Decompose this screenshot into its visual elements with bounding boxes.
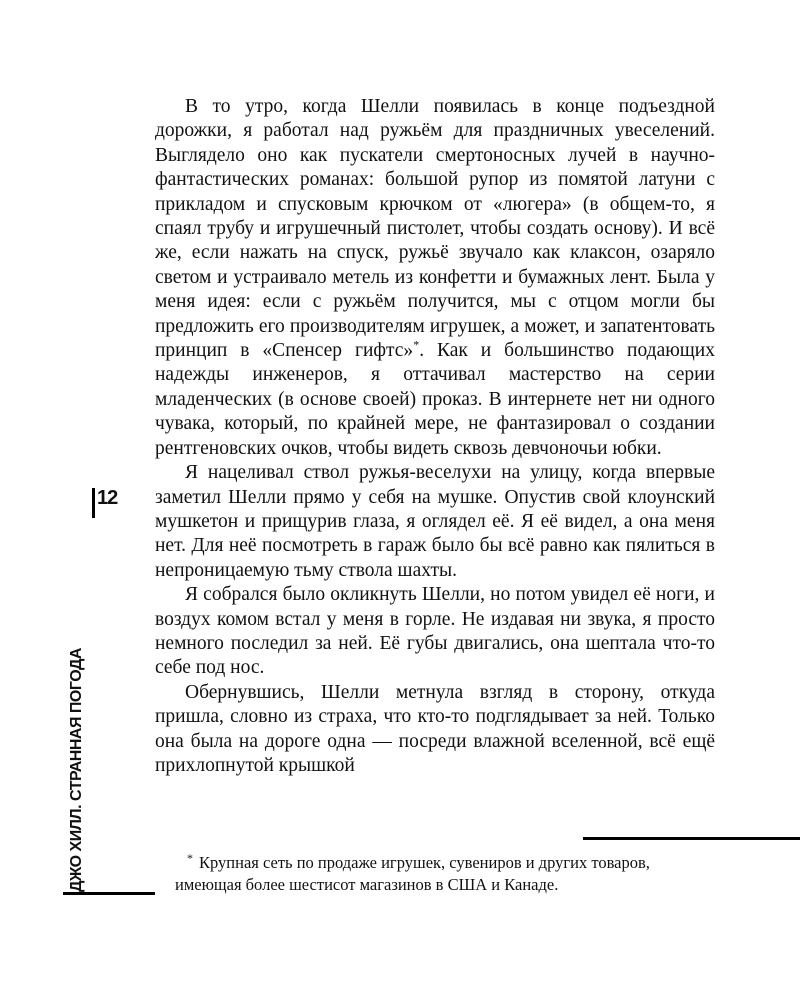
- corner-rule: [63, 892, 155, 895]
- paragraph: Я собрался было окликнуть Шелли, но потом увидел её ноги, и воздух комом встал у меня в горле. Не издавая ни звука, я просто немного последил за ней. Её губы двигались, она шептала что-то себе под нос.: [155, 584, 715, 679]
- paragraph: Обернувшись, Шелли метнула взгляд в сторону, откуда пришла, словно из страха, что кто-то подглядывает за ней. Только она была на дороге одна — посреди влажной вселенной, всё ещё прихлопнутой крышкой: [155, 681, 715, 776]
- footnote-reference[interactable]: *: [413, 337, 420, 352]
- paragraph-text: В то утро, когда Шелли появилась в конце подъездной дорожки, я работал над ружьём для праздничных увеселений. Выглядело оно как пускатели смертоносных лучей в научно-фантастических романах: большой рупор из помятой латуни с прикладом и спусковым крючком от «люгера» (в общем-то, я спаял трубу и игрушечный пистолет, чтобы создать основу). И всё же, если нажать на спуск, ружьё звучало как клаксон, озаряло светом и устраивало метель из конфетти и бумажных лент. Была у меня идея: если с ружьём получится, мы с отцом могли бы предложить его производителям игрушек, а может, и запатентовать принцип в «Спенсер гифтс»: [155, 96, 715, 362]
- footnote-text: Крупная сеть по продаже игрушек, сувениров и других товаров, имеющая более шестисот магазинов в США и Канаде.: [175, 853, 650, 894]
- paragraph: Я нацеливал ствол ружья-веселухи на улицу, когда впервые заметил Шелли прямо у себя на мушке. Опустив свой клоунский мушкетон и прищурив глаза, я оглядел её. Я её видел, а она меня нет. Для неё посмотреть в гараж было бы всё равно как пялиться в непроницаемую тьму ствола шахты.: [155, 462, 715, 581]
- main-text: [155, 95, 715, 778]
- footnote: [175, 852, 715, 896]
- footnote-mark: *: [187, 850, 193, 865]
- paragraph-text: . Как и большинство подающих надежды инженеров, я оттачивал мастерство на серии младенческих (в основе своей) проказ. В интернете нет ни одного чувака, который, по крайней мере, не фантазировал о создании рентгеновских очков, чтобы видеть сквозь девчоночьи юбки.: [155, 340, 715, 459]
- footnote-divider: [583, 837, 800, 840]
- running-head: ДЖО ХИЛЛ. СТРАННАЯ ПОГОДА: [68, 648, 85, 892]
- page-number: 12: [92, 488, 117, 518]
- paragraph: [155, 95, 715, 461]
